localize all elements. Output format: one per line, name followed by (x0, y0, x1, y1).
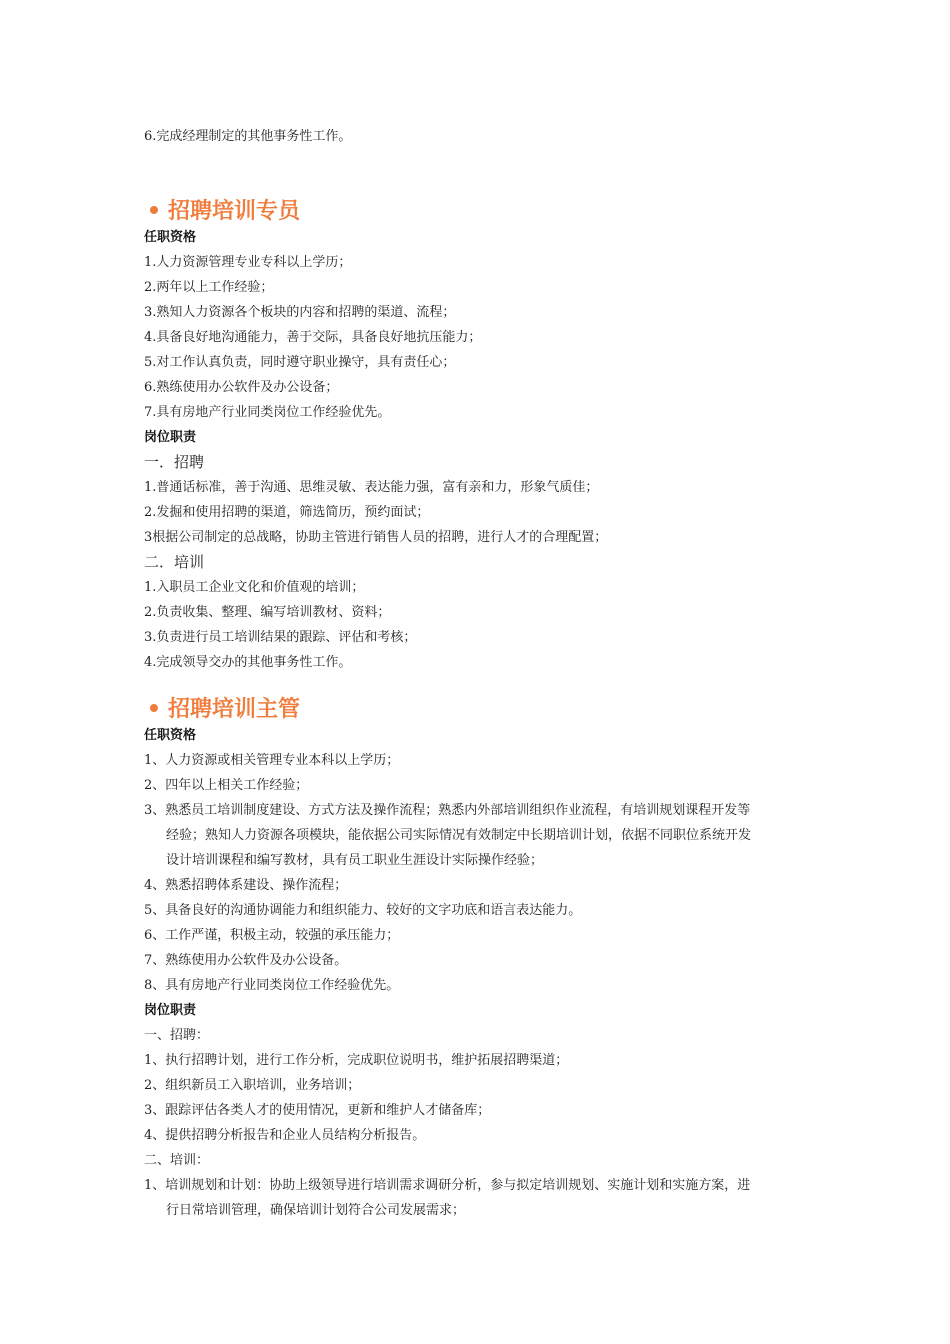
list-item: 4.具备良好地沟通能力，善于交际，具备良好地抗压能力； (144, 330, 482, 345)
list-item: 3.熟知人力资源各个板块的内容和招聘的渠道、流程； (144, 305, 456, 320)
list-item: 1、培训规划和计划：协助上级领导进行培训需求调研分析，参与拟定培训规划、实施计划和实施方案，进 (144, 1178, 751, 1193)
duty-group-title: 二、培训： (144, 1153, 210, 1168)
list-item: 1.普通话标准，善于沟通、思维灵敏、表达能力强，富有亲和力，形象气质佳； (144, 480, 599, 495)
list-item: 3.负责进行员工培训结果的跟踪、评估和考核； (144, 630, 417, 645)
list-item: 1.人力资源管理专业专科以上学历； (144, 255, 352, 270)
bullet-icon (150, 704, 158, 712)
list-item: 1.入职员工企业文化和价值观的培训； (144, 580, 365, 595)
section-recruit-training-specialist (144, 197, 824, 675)
list-item: 2、组织新员工入职培训，业务培训； (144, 1078, 361, 1093)
list-item: 1、执行招聘计划，进行工作分析，完成职位说明书，维护拓展招聘渠道； (144, 1053, 569, 1068)
list-item: 2、四年以上相关工作经验； (144, 778, 309, 793)
section-recruit-training-supervisor (144, 695, 824, 1223)
section-title: 招聘培训主管 (144, 695, 824, 725)
list-item: 1、人力资源或相关管理专业本科以上学历； (144, 753, 400, 768)
list-item-continuation: 经验；熟知人力资源各项模块，能依据公司实际情况有效制定中长期培训计划，依据不同职位系统开发 (166, 828, 752, 843)
duties-label: 岗位职责 (144, 1003, 197, 1018)
duties-label: 岗位职责 (144, 430, 197, 445)
list-item: 5.对工作认真负责，同时遵守职业操守，具有责任心； (144, 355, 456, 370)
intro-line: 6.完成经理制定的其他事务性工作。 (144, 129, 352, 144)
duty-group-title: 一、招聘： (144, 1028, 210, 1043)
list-item: 4、熟悉招聘体系建设、操作流程； (144, 878, 348, 893)
duty-group-title: 一．招聘 (144, 453, 205, 471)
qualifications-label: 任职资格 (144, 728, 197, 743)
list-item: 7、熟练使用办公软件及办公设备。 (144, 953, 348, 968)
intro-block (144, 124, 824, 149)
list-item: 7.具有房地产行业同类岗位工作经验优先。 (144, 405, 391, 420)
list-item: 8、具有房地产行业同类岗位工作经验优先。 (144, 978, 400, 993)
list-item: 4.完成领导交办的其他事务性工作。 (144, 655, 352, 670)
list-item: 2.负责收集、整理、编写培训教材、资料； (144, 605, 391, 620)
list-item: 2.发掘和使用招聘的渠道，筛选简历，预约面试； (144, 505, 430, 520)
list-item: 6、工作严谨，积极主动，较强的承压能力； (144, 928, 400, 943)
list-item: 5、具备良好的沟通协调能力和组织能力、较好的文字功底和语言表达能力。 (144, 903, 582, 918)
list-item: 3、熟悉员工培训制度建设、方式方法及操作流程；熟悉内外部培训组织作业流程，有培训规划课程开发等 (144, 803, 751, 818)
list-item: 4、提供招聘分析报告和企业人员结构分析报告。 (144, 1128, 426, 1143)
list-item-continuation: 行日常培训管理，确保培训计划符合公司发展需求； (166, 1203, 466, 1218)
duty-group-title: 二．培训 (144, 553, 205, 571)
list-item: 6.熟练使用办公软件及办公设备； (144, 380, 339, 395)
list-item: 3根据公司制定的总战略，协助主管进行销售人员的招聘，进行人才的合理配置； (144, 530, 608, 545)
qualifications-label: 任职资格 (144, 230, 197, 245)
list-item-continuation: 设计培训课程和编写教材，具有员工职业生涯设计实际操作经验； (166, 853, 544, 868)
section-title: 招聘培训专员 (144, 197, 824, 227)
list-item: 3、跟踪评估各类人才的使用情况，更新和维护人才储备库； (144, 1103, 491, 1118)
list-item: 2.两年以上工作经验； (144, 280, 274, 295)
bullet-icon (150, 206, 158, 214)
